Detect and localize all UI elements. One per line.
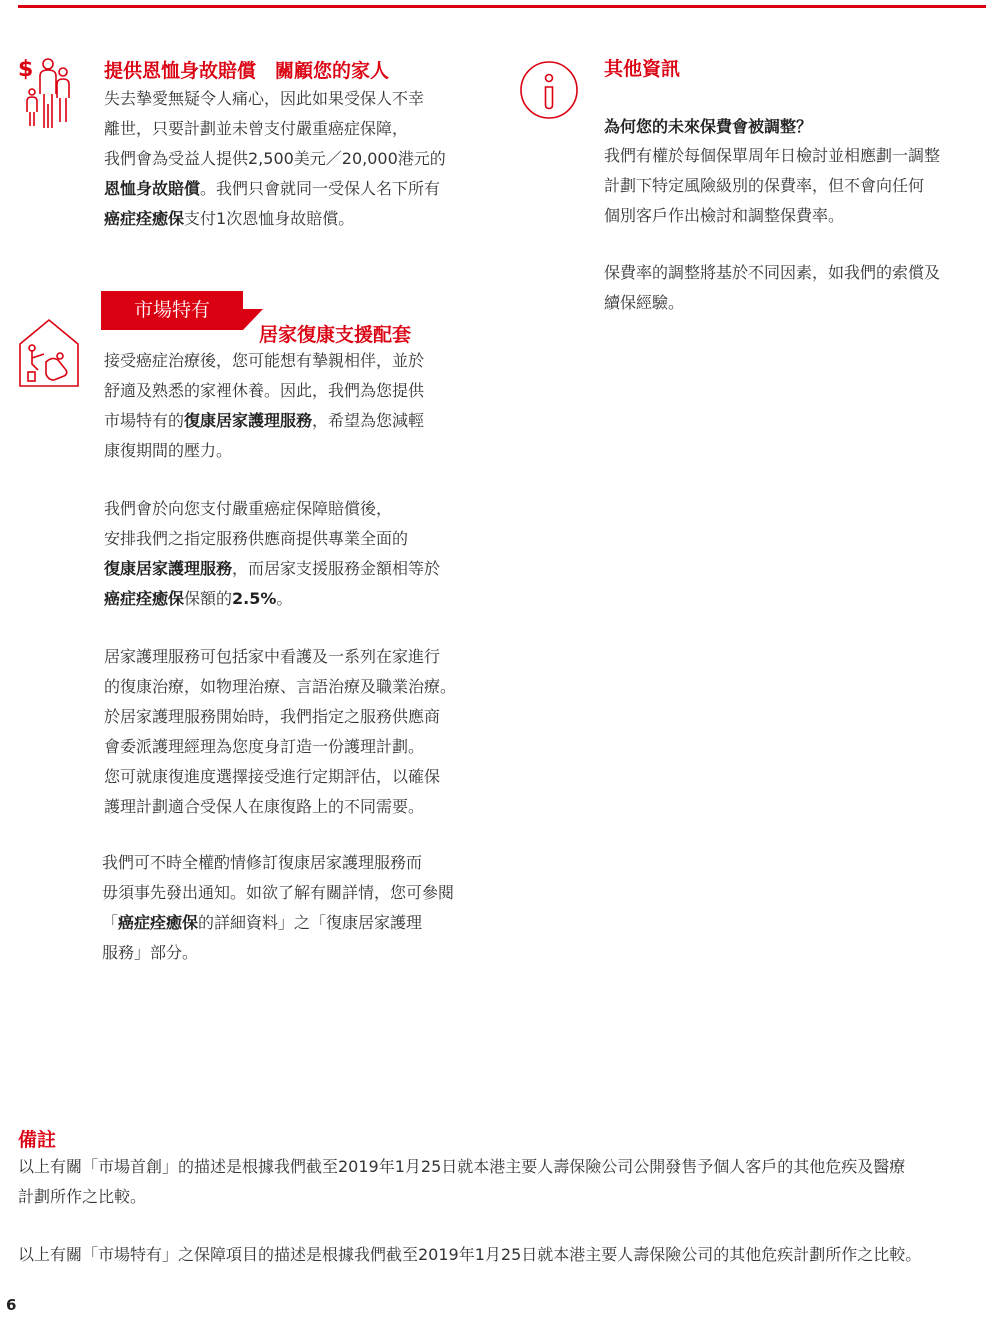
text-line (104, 406, 424, 436)
text-line: 康復期間的壓力。 (104, 441, 233, 460)
note-2 (18, 1240, 921, 1270)
info-icon (519, 60, 579, 120)
text-line: 毋須事先發出通知。如欲了解有關詳情，您可參閱 (102, 883, 455, 902)
text-line: 計劃下特定風險級別的保費率，但不會向任何 (604, 176, 925, 195)
text-line: 失去摯愛無疑令人痛心，因此如果受保人不幸 (104, 89, 425, 108)
text-fragment: 市場特有的 (104, 411, 185, 430)
other-info-paragraph-2 (604, 258, 940, 318)
home-care-paragraph-4 (102, 848, 454, 968)
text-fragment: 。我們只會就同一受保人名下所有 (200, 179, 441, 198)
text-line: 護理計劃適合受保人在康復路上的不同需要。 (104, 797, 425, 816)
text-fragment: 支付1次恩恤身故賠償。 (184, 209, 355, 228)
text-line: 我們會為受益人提供2,500美元／20,000港元的 (104, 149, 446, 168)
bold-term: 復康居家護理服務 (184, 411, 313, 430)
premium-question: 為何您的未來保費會被調整？ (604, 117, 813, 136)
death-benefit-text (104, 84, 446, 234)
text-fragment: 保額的 (184, 589, 233, 608)
text-line: 的復康治療，如物理治療、言語治療及職業治療。 (104, 677, 457, 696)
text-line: 於居家護理服務開始時，我們指定之服務供應商 (104, 707, 441, 726)
badge-label: 市場特有 (133, 299, 210, 321)
top-rule (18, 5, 986, 8)
text-line: 續保經驗。 (604, 293, 685, 312)
text-line: 舒適及熟悉的家裡休養。因此，我們為您提供 (104, 381, 425, 400)
family-money-icon (18, 54, 74, 130)
page-number: 6 (6, 1296, 17, 1314)
text-line (102, 908, 454, 938)
text-line: 以上有關「市場首創」的描述是根據我們截至2019年1月25日就本港主要人壽保險公司公開發售予個人客戶的其他危疾及醫療 (18, 1157, 906, 1176)
bold-term: 恩恤身故賠償 (104, 179, 201, 198)
text-line: 居家護理服務可包括家中看護及一系列在家進行 (104, 647, 441, 666)
home-care-paragraph-1 (104, 346, 424, 466)
bold-percentage: 2.5% (232, 589, 277, 608)
text-line (104, 584, 440, 614)
text-line: 安排我們之指定服務供應商提供專業全面的 (104, 529, 409, 548)
text-fragment: 。 (276, 589, 293, 608)
text-line: 以上有關「市場特有」之保障項目的描述是根據我們截至2019年1月25日就本港主要人壽保險公司的其他危疾計劃所作之比較。 (18, 1245, 922, 1264)
home-care-icon (18, 318, 80, 388)
home-care-title: 居家復康支援配套 (259, 324, 412, 346)
other-info-title: 其他資訊 (604, 58, 681, 80)
text-line: 您可就康復進度選擇接受進行定期評估，以確保 (104, 767, 441, 786)
text-line: 個別客戶作出檢討和調整保費率。 (604, 206, 845, 225)
home-care-paragraph-3 (104, 642, 456, 822)
home-care-paragraph-2 (104, 494, 440, 614)
text-line (104, 174, 446, 204)
text-fragment: 「 (102, 913, 119, 932)
text-fragment: ，而居家支援服務金額相等於 (232, 559, 441, 578)
text-line (104, 204, 446, 234)
text-line: 離世，只要計劃並未曾支付嚴重癌症保障， (104, 119, 409, 138)
text-line (104, 554, 440, 584)
text-fragment: 的詳細資料」之「復康居家護理 (198, 913, 423, 932)
text-line: 保費率的調整將基於不同因素，如我們的索償及 (604, 263, 941, 282)
text-line: 我們有權於每個保單周年日檢討並相應劃一調整 (604, 146, 941, 165)
notes-title: 備註 (18, 1129, 57, 1151)
text-line: 我們可不時全權酌情修訂復康居家護理服務而 (102, 853, 423, 872)
death-benefit-title: 提供恩恤身故賠償 關顧您的家人 (104, 60, 390, 82)
bold-term: 癌症痊癒保 (118, 913, 199, 932)
text-line: 我們會於向您支付嚴重癌症保障賠償後， (104, 499, 393, 518)
bold-term: 癌症痊癒保 (104, 209, 185, 228)
text-line: 計劃所作之比較。 (18, 1187, 147, 1206)
text-line: 接受癌症治療後，您可能想有摯親相伴，並於 (104, 351, 425, 370)
bold-term: 復康居家護理服務 (104, 559, 233, 578)
other-info-paragraph-1 (604, 141, 940, 231)
svg-text:$: $ (18, 57, 34, 82)
bold-term: 癌症痊癒保 (104, 589, 185, 608)
text-fragment: ，希望為您減輕 (312, 411, 425, 430)
market-exclusive-badge (101, 291, 243, 330)
text-line: 會委派護理經理為您度身訂造一份護理計劃。 (104, 737, 425, 756)
text-line: 服務」部分。 (102, 943, 199, 962)
note-1 (18, 1152, 905, 1212)
